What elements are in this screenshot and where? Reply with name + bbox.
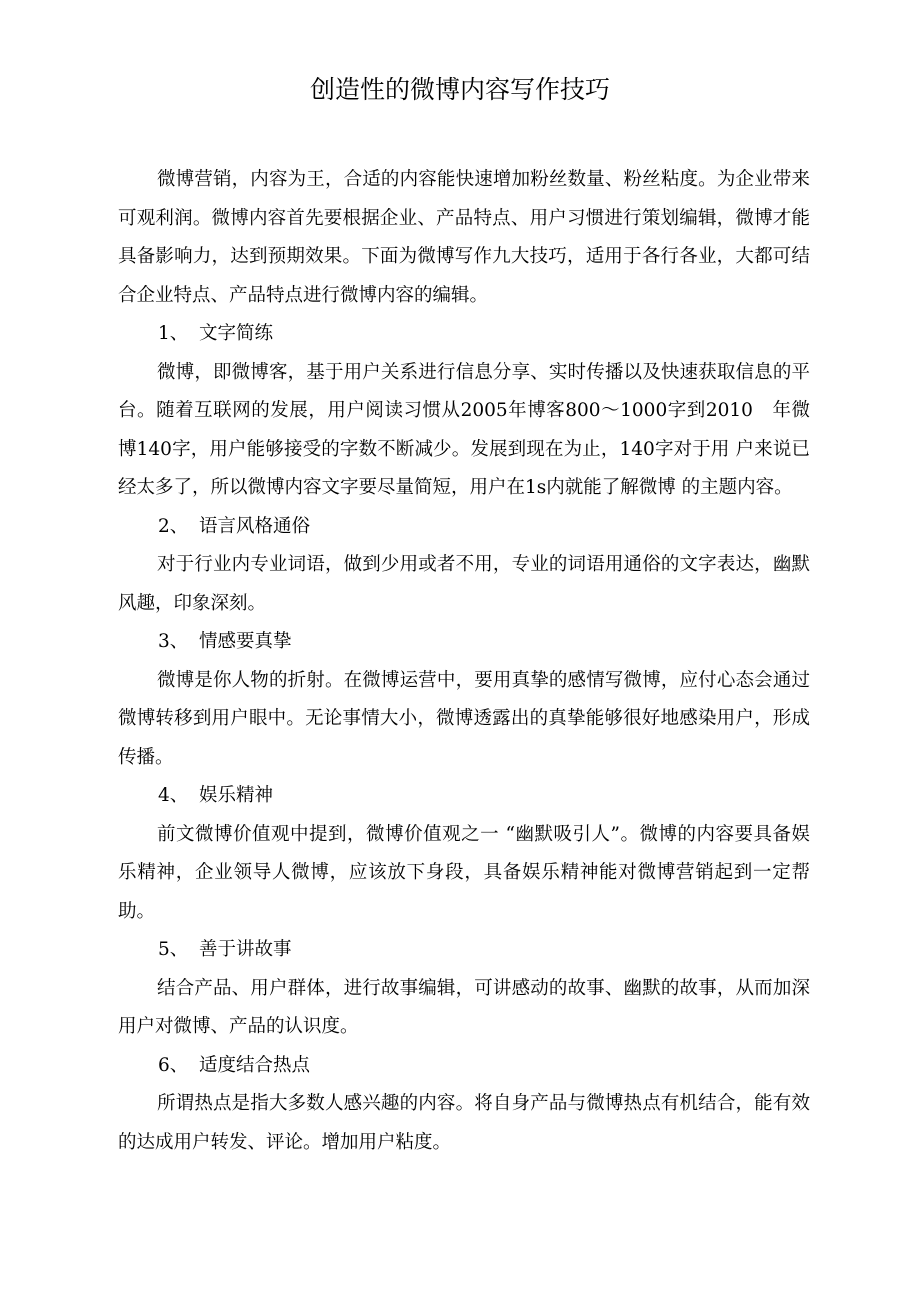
section-heading-5 — [118, 931, 810, 970]
document-body — [118, 161, 810, 1162]
section-heading-4 — [118, 777, 810, 816]
section-paragraph-1: 微博，即微博客，基于用户关系进行信息分享、实时传播以及快速获取信息的平台。随着互联网的发展，用户阅读习惯从2005年博客800〜1000字到2010 年微博140字，用户能够接受的字数不断减少。发展到现在为止，140字对于用 户来说已经太多了，所以微博内容文字要尽量简短，用户在1s内就能了解微博 的主题内容。 — [118, 361, 810, 498]
section-number: 1、 — [158, 323, 189, 344]
section-number: 6、 — [158, 1054, 189, 1076]
section-title: 善于讲故事 — [199, 939, 292, 960]
section-number: 4、 — [158, 785, 189, 806]
section-number: 3、 — [158, 631, 189, 652]
section-title: 文字简练 — [199, 323, 274, 344]
section-heading-1 — [118, 315, 810, 354]
section-title: 适度结合热点 — [199, 1054, 311, 1076]
section-paragraph-2: 对于行业内专业词语，做到少用或者不用，专业的词语用通俗的文字表达，幽默风趣，印象深刻。 — [118, 554, 810, 614]
intro-paragraph: 微博营销，内容为王，合适的内容能快速增加粉丝数量、粉丝粘度。为企业带来可观利润。微博内容首先要根据企业、产品特点、用户习惯进行策划编辑，微博才能具备影响力，达到预期效果。下面为微博写作九大技巧，适用于各行各业，大都可结合企业特点、产品特点进行微博内容的编辑。 — [118, 169, 810, 306]
section-title: 情感要真挚 — [199, 631, 292, 652]
section-number: 2、 — [158, 515, 189, 537]
section-title: 娱乐精神 — [199, 785, 274, 806]
section-paragraph-5: 结合产品、用户群体，进行故事编辑，可讲感动的故事、幽默的故事，从而加深用户对微博、产品的认识度。 — [118, 977, 810, 1037]
document-title: 创造性的微博内容写作技巧 — [309, 75, 610, 104]
section-paragraph-6: 所谓热点是指大多数人感兴趣的内容。将自身产品与微博热点有机结合，能有效的达成用户转发、评论。增加用户粘度。 — [118, 1093, 810, 1153]
section-number: 5、 — [158, 939, 189, 960]
section-title: 语言风格通俗 — [199, 515, 311, 537]
section-paragraph-4: 前文微博价值观中提到，微博价值观之一 “幽默吸引人”。微博的内容要具备娱乐精神，企业领导人微博，应该放下身段，具备娱乐精神能对微博营销起到一定帮助。 — [118, 823, 810, 922]
section-heading-2 — [118, 508, 810, 547]
section-paragraph-3: 微博是你人物的折射。在微博运营中，要用真挚的感情写微博，应付心态会通过微博转移到用户眼中。无论事情大小，微博透露出的真挚能够很好地感染用户，形成传播。 — [118, 669, 810, 768]
section-heading-6 — [118, 1047, 810, 1086]
section-heading-3 — [118, 623, 810, 662]
